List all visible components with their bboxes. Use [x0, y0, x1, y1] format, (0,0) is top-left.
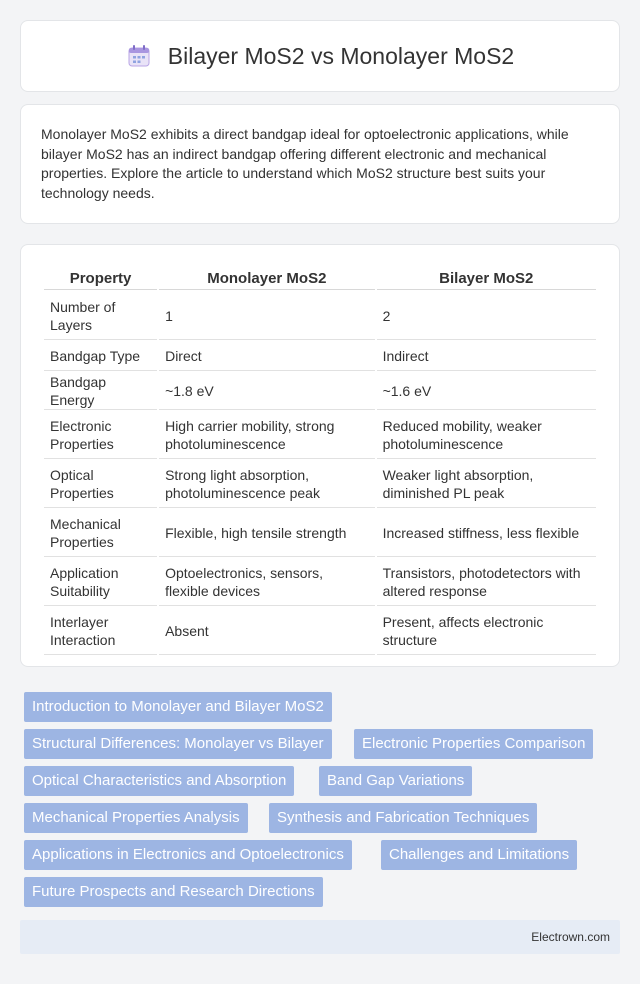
tag-link[interactable]: Future Prospects and Research Directions — [24, 877, 323, 907]
table-cell: Optical Properties — [44, 461, 157, 508]
table-cell: Weaker light absorption, diminished PL peak — [377, 461, 596, 508]
tag-link[interactable]: Optical Characteristics and Absorption — [24, 766, 294, 796]
table-cell: Flexible, high tensile strength — [159, 510, 375, 557]
comparison-table-card — [20, 244, 620, 667]
header-monolayer: Monolayer MoS2 — [159, 267, 375, 290]
table-cell: Reduced mobility, weaker photoluminescence — [377, 412, 596, 459]
table-row — [44, 373, 596, 410]
tag-link[interactable]: Introduction to Monolayer and Bilayer MoS2 — [24, 692, 332, 722]
tag-link[interactable]: Band Gap Variations — [319, 766, 472, 796]
table-cell: Absent — [159, 608, 375, 655]
table-row — [44, 342, 596, 371]
table-header-row — [44, 267, 596, 290]
table-cell: Direct — [159, 342, 375, 371]
tag-link[interactable]: Electronic Properties Comparison — [354, 729, 593, 759]
table-cell: ~1.8 eV — [159, 373, 375, 410]
table-cell: ~1.6 eV — [377, 373, 596, 410]
header-bilayer: Bilayer MoS2 — [377, 267, 596, 290]
table-cell: Electronic Properties — [44, 412, 157, 459]
table-row — [44, 461, 596, 508]
table-cell: Bandgap Energy — [44, 373, 157, 410]
table-cell: Mechanical Properties — [44, 510, 157, 557]
table-row — [44, 510, 596, 557]
table-cell: 1 — [159, 292, 375, 340]
table-cell: Optoelectronics, sensors, flexible devices — [159, 559, 375, 606]
title-card — [20, 20, 620, 92]
table-row — [44, 608, 596, 655]
table-cell: Number of Layers — [44, 292, 157, 340]
table-cell: Interlayer Interaction — [44, 608, 157, 655]
table-cell: 2 — [377, 292, 596, 340]
table-cell: Bandgap Type — [44, 342, 157, 371]
table-cell: High carrier mobility, strong photoluminescence — [159, 412, 375, 459]
tag-link[interactable]: Structural Differences: Monolayer vs Bilayer — [24, 729, 332, 759]
table-cell: Strong light absorption, photoluminescence peak — [159, 461, 375, 508]
table-cell: Transistors, photodetectors with altered response — [377, 559, 596, 606]
table-row — [44, 292, 596, 340]
table-row — [44, 412, 596, 459]
footer-site-name: Electrown.com — [531, 930, 610, 944]
page-title: Bilayer MoS2 vs Monolayer MoS2 — [167, 42, 515, 69]
footer — [20, 920, 620, 954]
table-row — [44, 559, 596, 606]
table-cell: Present, affects electronic structure — [377, 608, 596, 655]
table-cell: Application Suitability — [44, 559, 157, 606]
tag-link[interactable]: Challenges and Limitations — [381, 840, 577, 870]
table-cell: Increased stiffness, less flexible — [377, 510, 596, 557]
table-cell: Indirect — [377, 342, 596, 371]
intro-text: Monolayer MoS2 exhibits a direct bandgap ideal for optoelectronic applications, while bilayer MoS2 has an indirect bandgap offering different electronic and mechanical properties. Explore the article to understand which MoS2 structure best suits your technology needs. — [41, 126, 569, 201]
tag-link[interactable]: Synthesis and Fabrication Techniques — [269, 803, 537, 833]
tag-link[interactable]: Applications in Electronics and Optoelectronics — [24, 840, 352, 870]
header-property: Property — [44, 267, 157, 290]
intro-card — [20, 104, 620, 224]
comparison-table — [42, 265, 598, 657]
calendar-icon — [126, 43, 152, 69]
tag-link[interactable]: Mechanical Properties Analysis — [24, 803, 248, 833]
